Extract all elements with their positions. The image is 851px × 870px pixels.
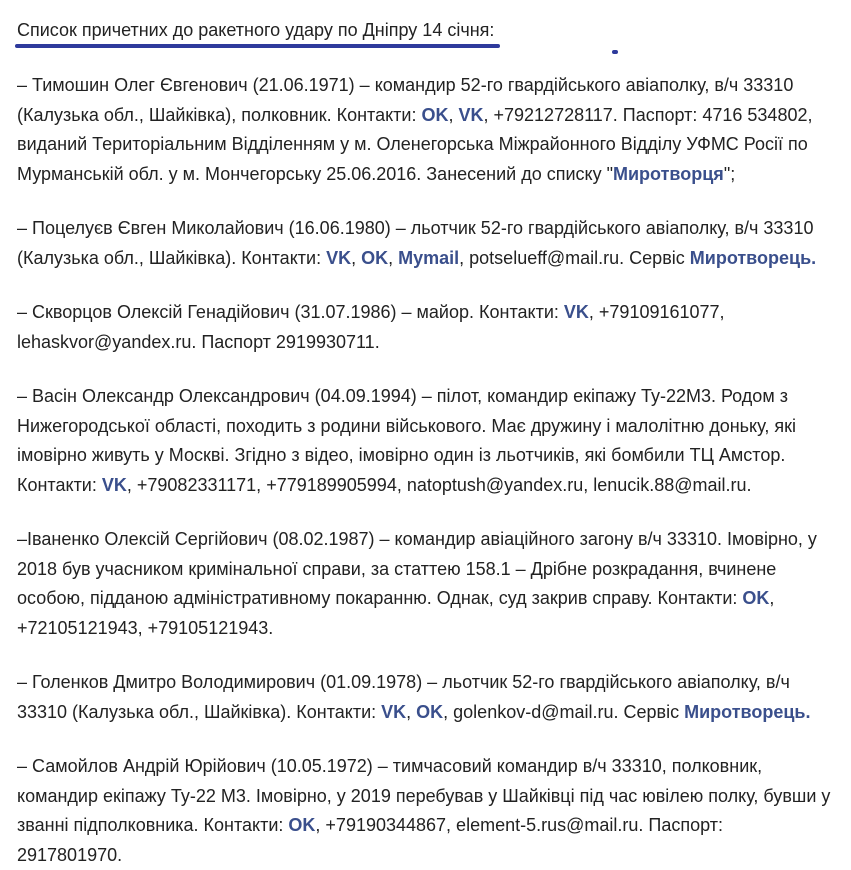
link-ok[interactable]: OK [742,588,770,608]
entry-text: – Скворцов Олексій Генадійович (31.07.1986) – майор. Контакти: [17,302,564,322]
entry-text: , [448,104,459,125]
entry-ivanenko [17,525,833,643]
link-vk[interactable]: VK [381,701,407,722]
heading-underline [15,44,500,48]
entry-text: – Васін Олександр Олександрович (04.09.1994) – пілот, командир екіпажу Ту-22М3. Родом з Нижегородської області, походить з родини військового. Має дружину і малолітню доньку, які імовірно живуть у Москві. Згідно з відео, імовірно один із льотчиків, які бомбили ТЦ Амстор. Контакти: [17,386,796,495]
entry-text: "; [723,163,736,184]
entry-text: , [351,247,362,268]
entry-tymoshyn [17,71,833,189]
entry-skvortsov [17,298,833,357]
link-vk[interactable]: VK [101,474,127,495]
entry-text: , +79109161077, lehaskvor@yandex.ru. Паспорт 2919930711. [17,302,725,352]
link-миротворець[interactable]: Миротворець. [689,247,817,268]
entry-text: , [406,701,417,722]
link-mymail[interactable]: Mymail [398,247,460,268]
link-миротворець[interactable]: Миротворець. [684,701,811,722]
entry-text: , golenkov-d@mail.ru. Сервіс [443,701,685,722]
link-ok[interactable]: OK [421,104,449,125]
entry-text: – Самойлов Андрій Юрійович (10.05.1972) – тимчасовий командир в/ч 33310, полковник, командир екіпажу Ту-22 М3. Імовірно, у 2019 перебував у Шайківці під час ювілею полку, бувши у званні підполковника. Контакти: [17,756,831,835]
link-vk[interactable]: VK [326,247,352,268]
link-ok[interactable]: OK [416,701,444,722]
link-ok[interactable]: OK [288,815,316,835]
decorative-dot [612,50,618,54]
link-vk[interactable]: VK [458,104,484,125]
list-heading [17,19,494,47]
link-vk[interactable]: VK [563,302,589,322]
entry-text: , +79190344867, element-5.rus@mail.ru. Паспорт: 2917801970. [17,815,723,865]
entry-text: – Тимошин Олег Євгенович (21.06.1971) – командир 52-го гвардійського авіаполку, в/ч 33310 (Калузька обл., Шайківка), полковник. Контакти: [17,75,794,125]
link-миротворця[interactable]: Миротворця [613,163,724,184]
entry-text: , +79082331171, +779189905994, natoptush@yandex.ru, lenucik.88@mail.ru. [126,474,752,495]
entry-samoilov [17,752,833,870]
entry-text: , potselueff@mail.ru. Сервіс [459,247,690,268]
entry-text: , [388,247,399,268]
entry-text: , +72105121943, +79105121943. [17,588,775,638]
list-heading-text: Список причетних до ракетного удару по Дніпру 14 січня: [17,20,495,40]
entry-text: – Голенков Дмитро Володимирович (01.09.1978) – льотчик 52-го гвардійського авіаполку, в/ч 33310 (Калузька обл., Шайківка). Контакти: [17,672,790,722]
entries-list [17,71,833,870]
link-ok[interactable]: OK [361,247,389,268]
entry-text: , +79212728117. Паспорт: 4716 534802, виданий Територіальним Відділенням у м. Оленегорська Міжрайонного Відділу УФМС Росії по Мурманській обл. у м. Мончегорську 25.06.2016. Занесений до списку " [17,104,813,184]
entry-vasin [17,382,833,500]
entry-text: –Іваненко Олексій Сергійович (08.02.1987) – командир авіаційного загону в/ч 33310. Імовірно, у 2018 був учасником кримінальної справи, за статтею 158.1 – Дрібне розкрадання, вчинене особою, підданою адміністративному покаранню. Однак, суд закрив справу. Контакти: [17,529,817,608]
entry-text: – Поцелуєв Євген Миколайович (16.06.1980) – льотчик 52-го гвардійського авіаполку, в/ч 33310 (Калузька обл., Шайківка). Контакти: [17,218,814,268]
entry-golenkov [17,668,833,727]
entry-potseluev [17,214,833,273]
